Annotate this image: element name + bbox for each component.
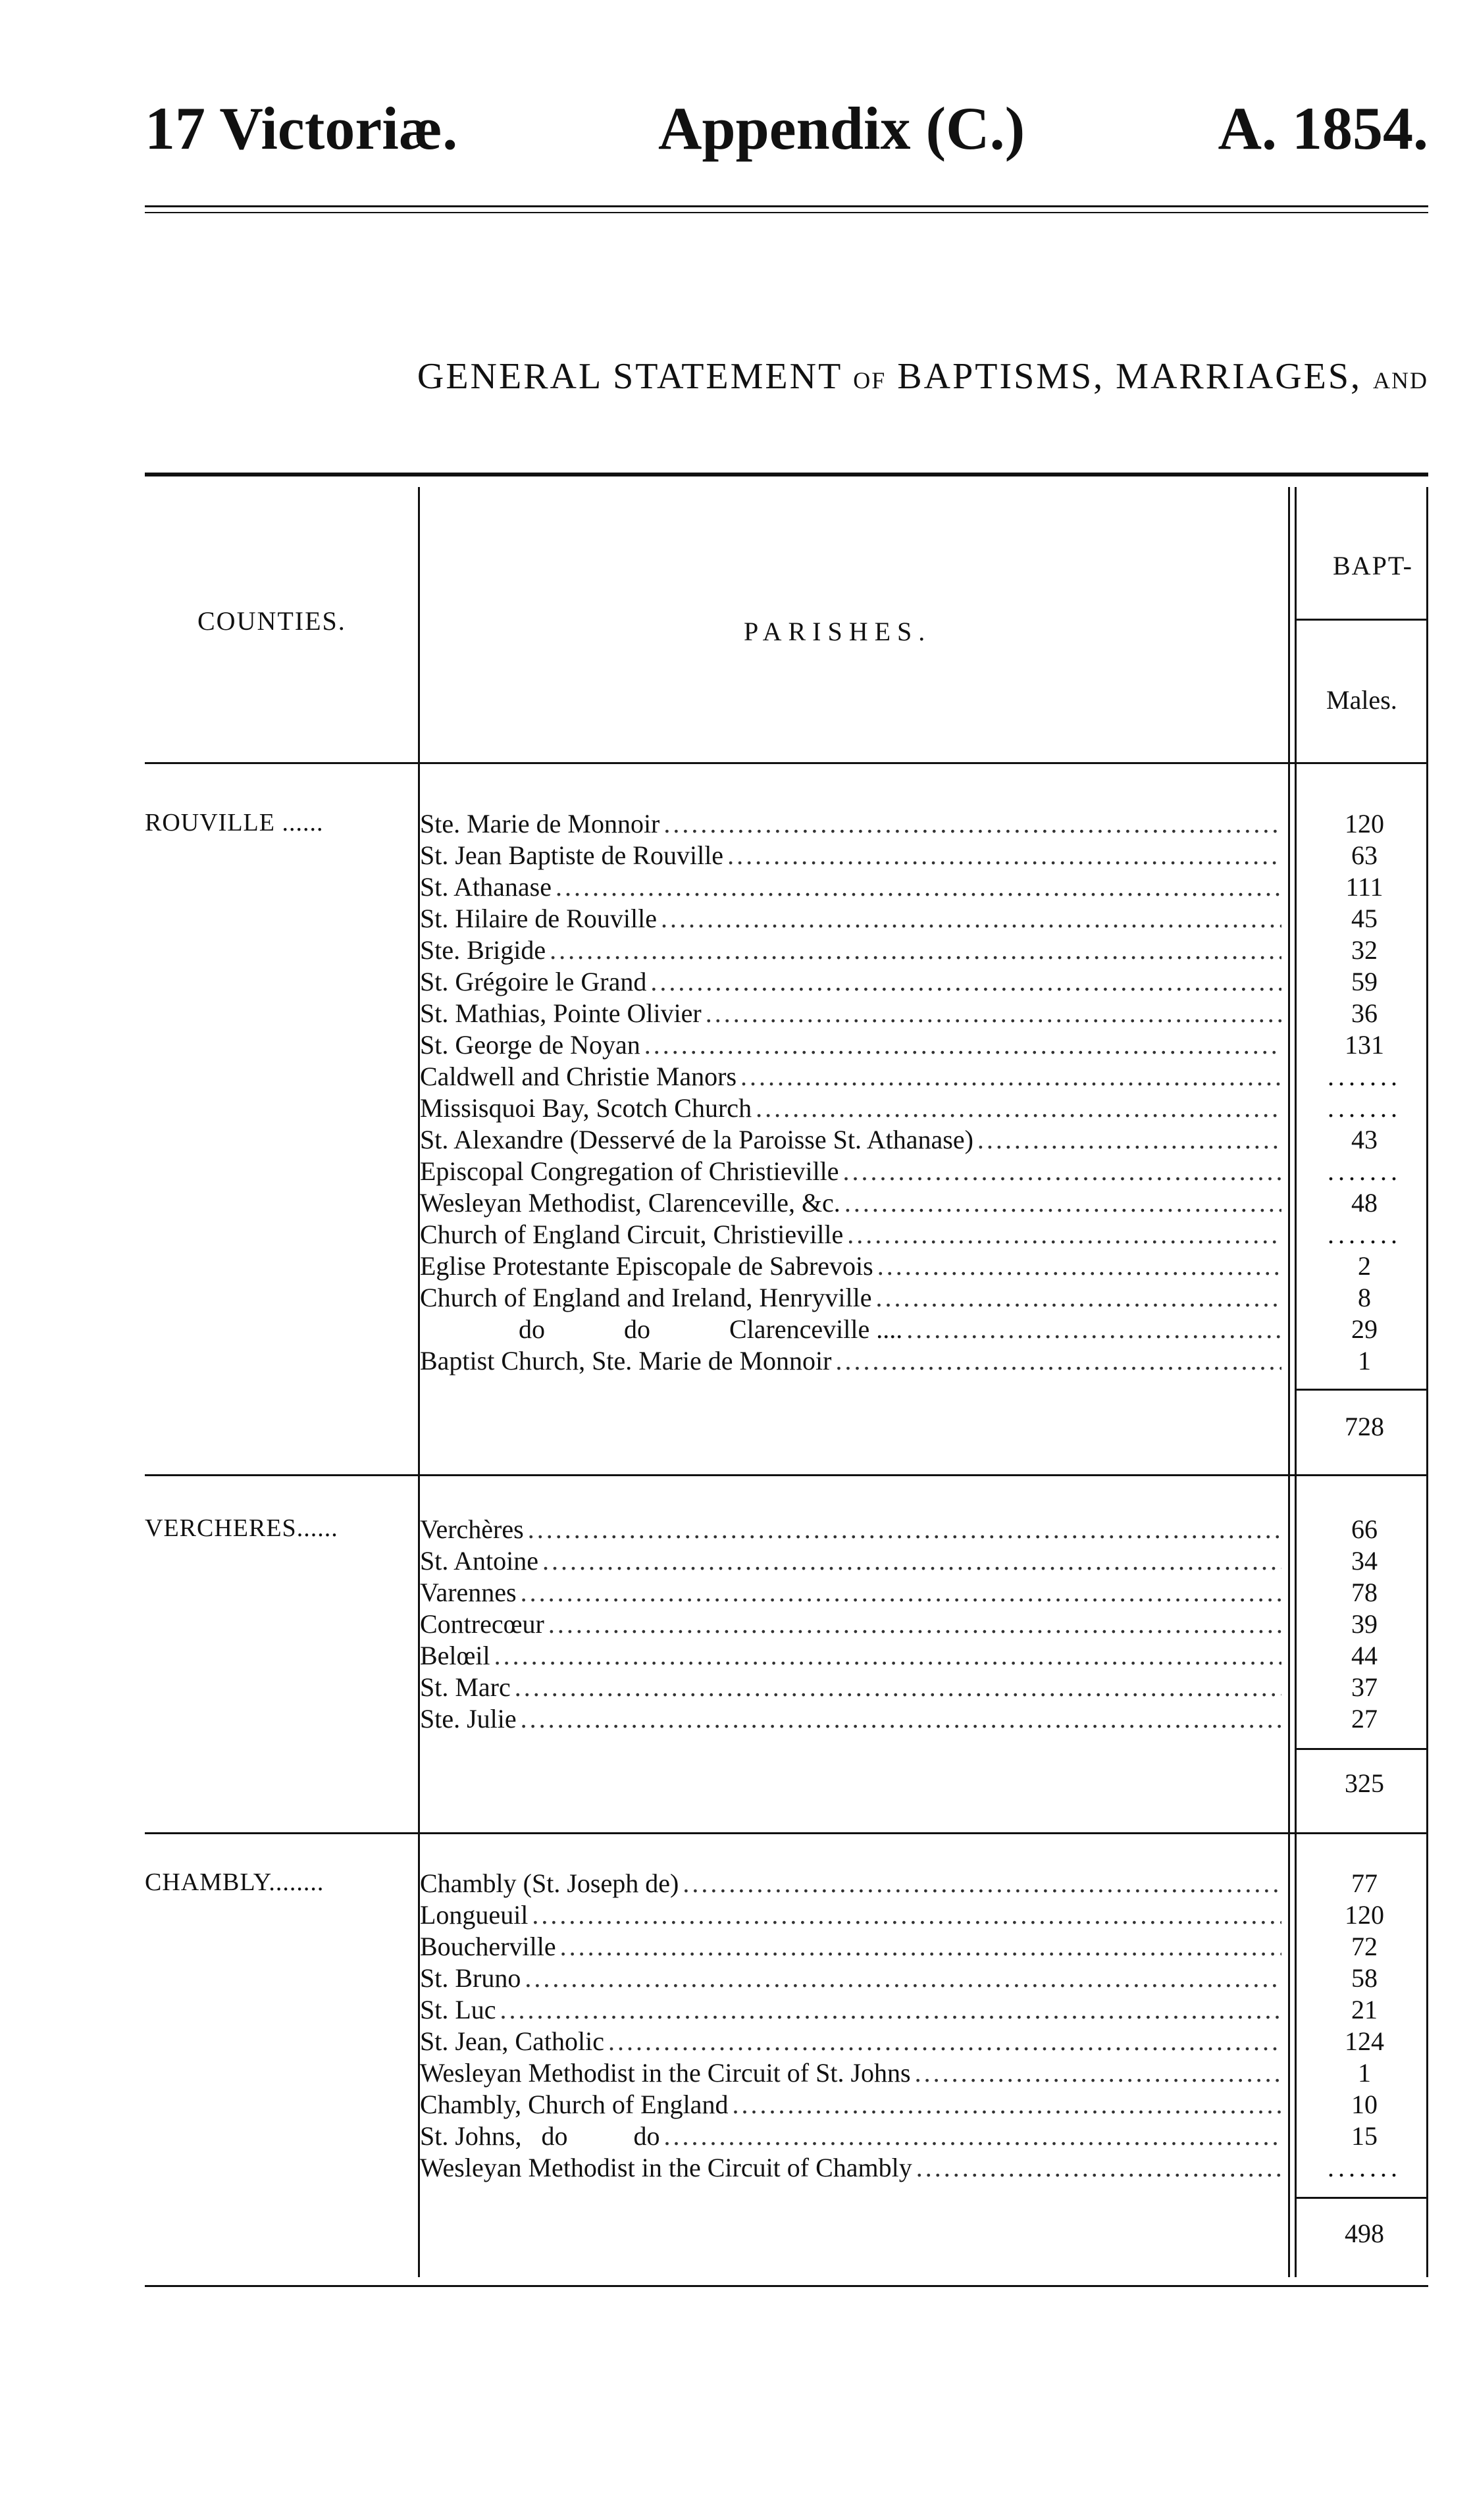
- county-rouville: ROUVILLE ......: [145, 809, 324, 836]
- parish-name: Missisquoi Bay, Scotch Church: [420, 1093, 752, 1123]
- males-value: 58: [1351, 1963, 1378, 1993]
- county-vercheres: VERCHERES......: [145, 1514, 338, 1542]
- table-row: [420, 1577, 1285, 1608]
- males-empty: .......: [1328, 1156, 1401, 1186]
- males-value: 43: [1351, 1125, 1378, 1154]
- parishes-header: PARISHES.: [744, 617, 932, 646]
- table-row: [420, 1029, 1285, 1061]
- table-row: [420, 2089, 1285, 2121]
- parish-name: Caldwell and Christie Manors: [420, 1062, 737, 1091]
- parish-name: Chambly (St. Joseph de): [420, 1868, 679, 1898]
- males-value: 45: [1351, 904, 1378, 933]
- parish-name: St. Luc: [420, 1995, 496, 2024]
- table-row: [420, 1640, 1285, 1672]
- header-rule-bottom: [145, 212, 1428, 213]
- parish-name: Wesleyan Methodist in the Circuit of St. Johns: [420, 2058, 911, 2088]
- appendix-label: Appendix (C.): [658, 95, 1025, 162]
- parish-name: St. Antoine: [420, 1546, 539, 1576]
- table-row: [420, 1899, 1285, 1931]
- table-row: [420, 1545, 1285, 1577]
- males-value: 21: [1351, 1995, 1378, 2024]
- table-row: [420, 1868, 1285, 1899]
- table-row: [420, 935, 1285, 966]
- males-value: 37: [1351, 1672, 1378, 1702]
- males-value: 78: [1351, 1578, 1378, 1607]
- table-row: [420, 1156, 1285, 1187]
- males-value: 59: [1351, 967, 1378, 996]
- table-row: [420, 966, 1285, 998]
- parish-name: Contrecœur: [420, 1609, 544, 1639]
- table-row: [420, 1703, 1285, 1735]
- males-value: 66: [1351, 1514, 1378, 1544]
- males-header: Males.: [1326, 685, 1397, 715]
- parish-name: Wesleyan Methodist, Clarenceville, &c.: [420, 1188, 840, 1218]
- table-row: [420, 2121, 1285, 2152]
- parish-name: Church of England and Ireland, Henryville: [420, 1283, 872, 1312]
- males-empty: .......: [1328, 2153, 1401, 2182]
- table-row: [420, 1250, 1285, 1282]
- table-row: [420, 2026, 1285, 2057]
- page-header: [145, 92, 1428, 171]
- table-row: [420, 1672, 1285, 1703]
- parish-name: Baptist Church, Ste. Marie de Monnoir: [420, 1346, 832, 1376]
- males-value: 77: [1351, 1868, 1378, 1898]
- table-row: [420, 1219, 1285, 1250]
- males-value: 124: [1345, 2026, 1384, 2056]
- table-row: [420, 998, 1285, 1029]
- table-row: [420, 840, 1285, 871]
- table-row: [420, 2057, 1285, 2089]
- table-row: [420, 1994, 1285, 2026]
- males-value: 15: [1351, 2121, 1378, 2151]
- parish-name: St. Bruno: [420, 1963, 521, 1993]
- males-value: 10: [1351, 2090, 1378, 2119]
- table-row: [420, 1345, 1285, 1377]
- males-empty: .......: [1328, 1093, 1401, 1123]
- males-value: 120: [1345, 809, 1384, 838]
- parish-name: St. Mathias, Pointe Olivier: [420, 998, 702, 1028]
- table-row: [420, 1608, 1285, 1640]
- title-part2: BAPTISMS, MARRIAGES,: [897, 356, 1362, 397]
- males-empty: .......: [1328, 1220, 1401, 1249]
- table-row: [420, 1963, 1285, 1994]
- parish-name: Varennes: [420, 1578, 517, 1607]
- males-value: 36: [1351, 998, 1378, 1028]
- parish-name: Belœil: [420, 1641, 490, 1670]
- parish-name: St. George de Noyan: [420, 1030, 640, 1060]
- parish-name: St. Grégoire le Grand: [420, 967, 647, 996]
- counties-header: COUNTIES.: [197, 606, 346, 636]
- parish-name: Eglise Protestante Episcopale de Sabrevois: [420, 1251, 873, 1281]
- table-row: [420, 1514, 1285, 1545]
- males-value: 2: [1358, 1251, 1371, 1281]
- males-value: 32: [1351, 935, 1378, 965]
- parish-name: Episcopal Congregation of Christieville: [420, 1156, 839, 1186]
- section-total: 498: [1345, 2219, 1384, 2248]
- county-chambly: CHAMBLY........: [145, 1868, 324, 1896]
- males-value: 44: [1351, 1641, 1378, 1670]
- table-row: [420, 1187, 1285, 1219]
- baptisms-sub-rule: [1295, 619, 1428, 621]
- table-row: [420, 903, 1285, 935]
- males-value: 34: [1351, 1546, 1378, 1576]
- table-row: [420, 1093, 1285, 1124]
- parish-name: Ste. Brigide: [420, 935, 546, 965]
- subtotal-rule: [1295, 1748, 1428, 1750]
- males-empty: .......: [1328, 1062, 1401, 1091]
- males-value: 131: [1345, 1030, 1384, 1060]
- males-value: 111: [1345, 872, 1383, 902]
- parish-name: Boucherville: [420, 1932, 556, 1961]
- title-of: OF: [853, 367, 887, 394]
- title-part1: GENERAL STATEMENT: [417, 356, 842, 397]
- parish-name: Ste. Marie de Monnoir: [420, 809, 660, 838]
- males-value: 27: [1351, 1704, 1378, 1734]
- document-title: [217, 355, 1428, 398]
- parish-name: Wesleyan Methodist in the Circuit of Chambly: [420, 2153, 912, 2182]
- parish-name: St. Alexandre (Desservé de la Paroisse St. Athanase): [420, 1125, 973, 1154]
- table-row: [420, 1124, 1285, 1156]
- parish-name: Longueuil: [420, 1900, 529, 1930]
- males-value: 72: [1351, 1932, 1378, 1961]
- table-row: [420, 808, 1285, 840]
- males-value: 1: [1358, 2058, 1371, 2088]
- table-row: [420, 1314, 1285, 1345]
- table-row: [420, 1931, 1285, 1963]
- baptisms-header: BAPT-: [1333, 551, 1413, 580]
- subtotal-rule: [1295, 2197, 1428, 2199]
- parish-name: St. Hilaire de Rouville: [420, 904, 657, 933]
- males-value: 29: [1351, 1314, 1378, 1344]
- parish-name: Chambly, Church of England: [420, 2090, 729, 2119]
- section-divider: [145, 1832, 1428, 1834]
- parish-name: Ste. Julie: [420, 1704, 517, 1734]
- year-label: A. 1854.: [1218, 95, 1428, 162]
- col-divider-parishes-a: [1288, 487, 1290, 2277]
- col-divider-parishes-b: [1295, 487, 1297, 2277]
- header-rule-top: [145, 205, 1428, 207]
- session-label: 17 Victoriæ.: [145, 95, 458, 162]
- parish-name: Verchères: [420, 1514, 524, 1544]
- section-divider: [145, 1474, 1428, 1476]
- subtotal-rule: [1295, 1389, 1428, 1391]
- table-row: [420, 871, 1285, 903]
- section-total: 728: [1345, 1412, 1384, 1441]
- males-value: 39: [1351, 1609, 1378, 1639]
- males-value: 8: [1358, 1283, 1371, 1312]
- table-bottom-rule: [145, 2285, 1428, 2287]
- males-value: 120: [1345, 1900, 1384, 1930]
- table-row: [420, 1282, 1285, 1314]
- parish-name: St. Jean, Catholic: [420, 2026, 604, 2056]
- table-row: [420, 2152, 1285, 2184]
- section-total: 325: [1345, 1768, 1384, 1798]
- parish-name: St. Athanase: [420, 872, 552, 902]
- parish-name: do do Clarenceville ....: [519, 1314, 903, 1344]
- parish-name: St. Johns, do do: [420, 2121, 660, 2151]
- table-top-rule: [145, 473, 1428, 476]
- males-value: 48: [1351, 1188, 1378, 1218]
- title-and: AND: [1373, 367, 1428, 394]
- header-bottom-rule: [145, 762, 1428, 764]
- parish-name: St. Jean Baptiste de Rouville: [420, 840, 724, 870]
- males-value: 1: [1358, 1346, 1371, 1376]
- parish-name: St. Marc: [420, 1672, 511, 1702]
- table-row: [420, 1061, 1285, 1093]
- parish-name: Church of England Circuit, Christieville: [420, 1220, 844, 1249]
- males-value: 63: [1351, 840, 1378, 870]
